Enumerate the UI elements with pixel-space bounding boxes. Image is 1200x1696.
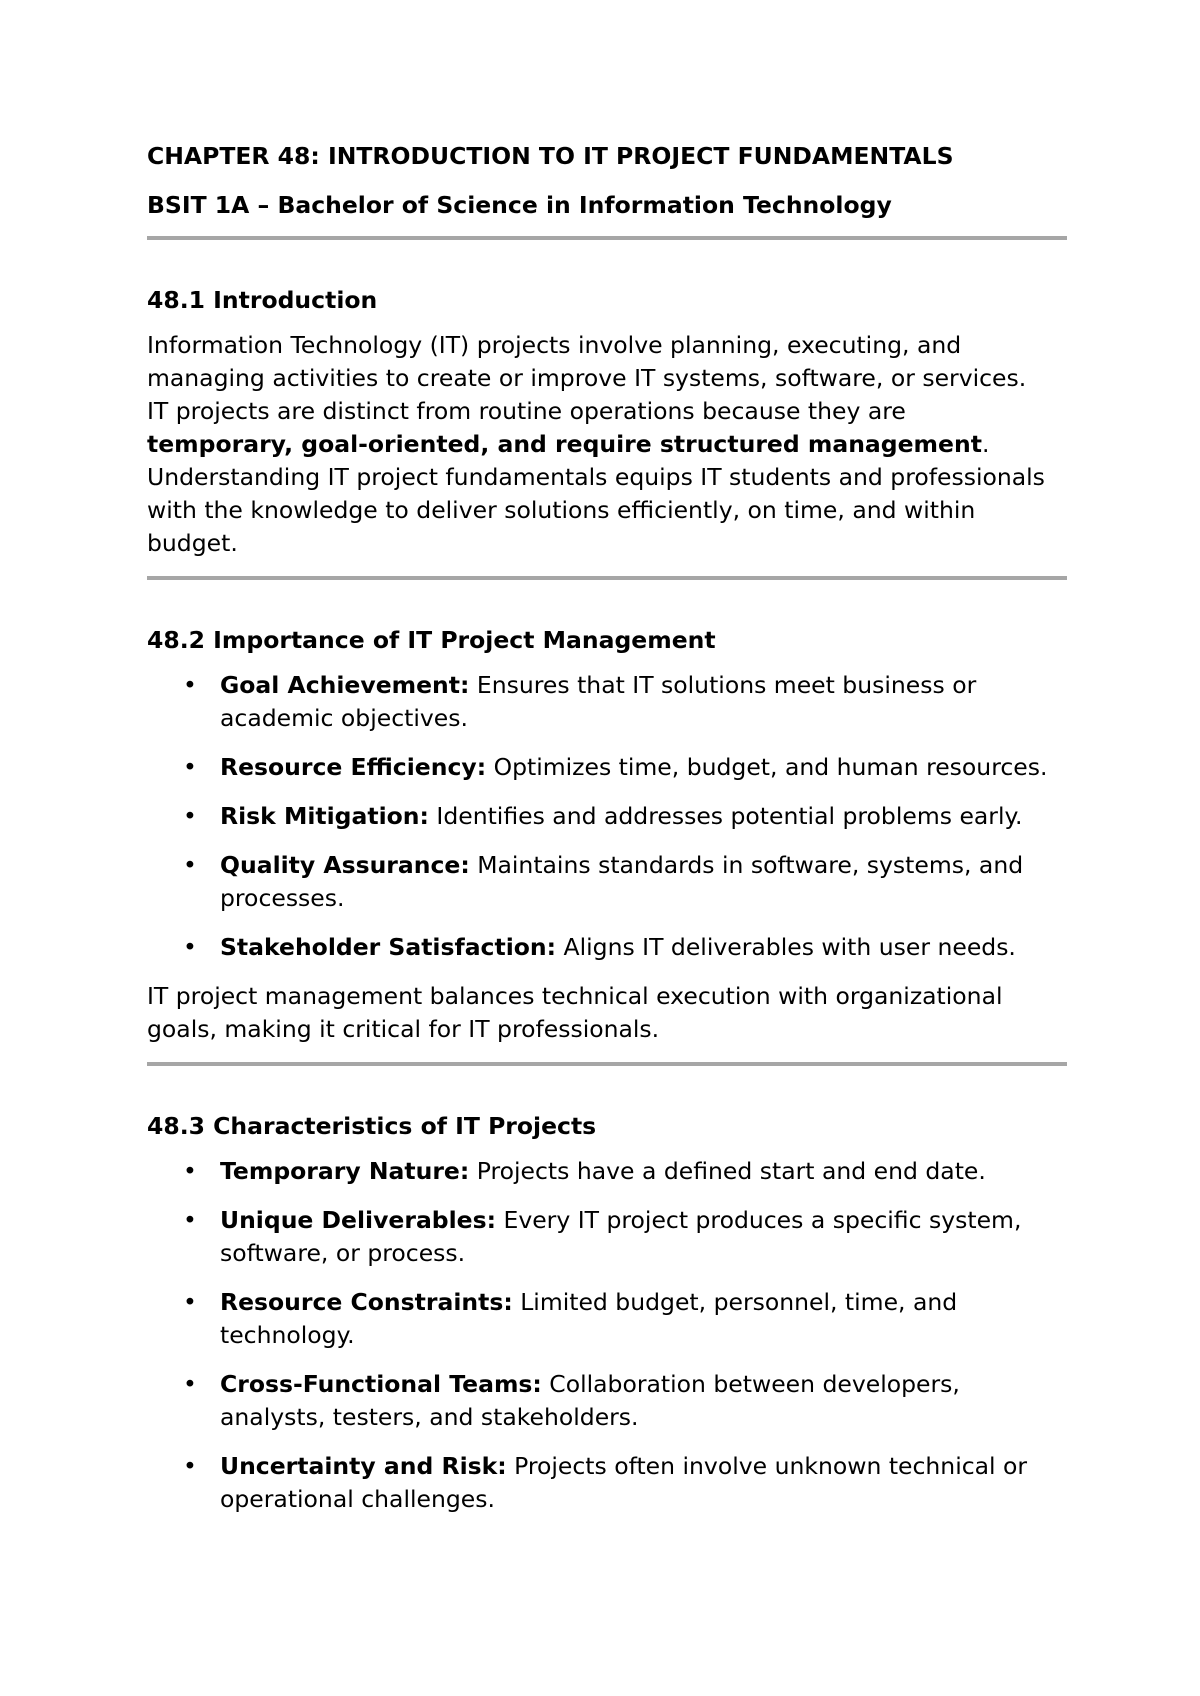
bullet-icon: • bbox=[183, 1452, 197, 1480]
intro-paragraph bbox=[147, 329, 1052, 560]
list-item-text: Ensures that IT solutions meet business or academic objectives. bbox=[220, 671, 977, 732]
list-item bbox=[147, 1204, 1067, 1270]
list-item bbox=[147, 1368, 1067, 1434]
bullet-icon: • bbox=[183, 1288, 197, 1316]
bullet-icon: • bbox=[183, 1370, 197, 1398]
list-item bbox=[147, 849, 1067, 915]
intro-text-start: Information Technology (IT) projects involve planning, executing, and managing activities to create or improve IT systems, software, or services. IT projects are distinct from routine operations because they are bbox=[147, 331, 1027, 425]
list-item bbox=[147, 1155, 1067, 1188]
list-item bbox=[147, 1450, 1067, 1516]
bullet-icon: • bbox=[183, 671, 197, 699]
list-item bbox=[147, 669, 1067, 735]
document-body bbox=[147, 140, 1067, 1516]
importance-closing-paragraph: IT project management balances technical execution with organizational goals, making it critical for IT professionals. bbox=[147, 982, 1003, 1043]
list-item-term: Resource Constraints: bbox=[220, 1288, 513, 1316]
chapter-title: CHAPTER 48: INTRODUCTION TO IT PROJECT FUNDAMENTALS bbox=[147, 142, 954, 170]
list-item-text: Optimizes time, budget, and human resources. bbox=[486, 753, 1048, 781]
list-item-text: Aligns IT deliverables with user needs. bbox=[556, 933, 1016, 961]
section-heading-characteristics: 48.3 Characteristics of IT Projects bbox=[147, 1112, 597, 1140]
list-item bbox=[147, 931, 1067, 964]
bullet-icon: • bbox=[183, 933, 197, 961]
intro-text-emphasis: temporary, goal-oriented, and require structured management bbox=[147, 430, 982, 458]
list-item-term: Resource Efficiency: bbox=[220, 753, 487, 781]
importance-list bbox=[147, 669, 1067, 964]
bullet-icon: • bbox=[183, 1157, 197, 1185]
divider bbox=[147, 1062, 1067, 1066]
divider bbox=[147, 236, 1067, 240]
list-item-term: Goal Achievement: bbox=[220, 671, 470, 699]
list-item-term: Cross-Functional Teams: bbox=[220, 1370, 542, 1398]
section-heading-importance: 48.2 Importance of IT Project Management bbox=[147, 626, 716, 654]
list-item-term: Quality Assurance: bbox=[220, 851, 470, 879]
list-item-term: Uncertainty and Risk: bbox=[220, 1452, 507, 1480]
section-heading-intro: 48.1 Introduction bbox=[147, 286, 378, 314]
list-item bbox=[147, 800, 1067, 833]
bullet-icon: • bbox=[183, 753, 197, 781]
bullet-icon: • bbox=[183, 1206, 197, 1234]
list-item-text: Collaboration between developers, analysts, testers, and stakeholders. bbox=[220, 1370, 960, 1431]
characteristics-list bbox=[147, 1155, 1067, 1516]
bullet-icon: • bbox=[183, 851, 197, 879]
list-item-term: Temporary Nature: bbox=[220, 1157, 470, 1185]
list-item-text: Projects often involve unknown technical or operational challenges. bbox=[220, 1452, 1028, 1513]
list-item-text: Projects have a defined start and end date. bbox=[469, 1157, 986, 1185]
list-item-text: Identifies and addresses potential problems early. bbox=[428, 802, 1023, 830]
list-item-text: Maintains standards in software, systems, and processes. bbox=[220, 851, 1024, 912]
list-item-term: Unique Deliverables: bbox=[220, 1206, 496, 1234]
list-item-text: Every IT project produces a specific system, software, or process. bbox=[220, 1206, 1022, 1267]
intro-text-end: . Understanding IT project fundamentals equips IT students and professionals with the knowledge to deliver solutions efficiently, on time, and within budget. bbox=[147, 430, 1045, 557]
list-item-term: Risk Mitigation: bbox=[220, 802, 429, 830]
list-item-text: Limited budget, personnel, time, and technology. bbox=[220, 1288, 958, 1349]
list-item-term: Stakeholder Satisfaction: bbox=[220, 933, 557, 961]
list-item bbox=[147, 751, 1067, 784]
program-line: BSIT 1A – Bachelor of Science in Information Technology bbox=[147, 191, 892, 219]
list-item bbox=[147, 1286, 1067, 1352]
bullet-icon: • bbox=[183, 802, 197, 830]
divider bbox=[147, 576, 1067, 580]
